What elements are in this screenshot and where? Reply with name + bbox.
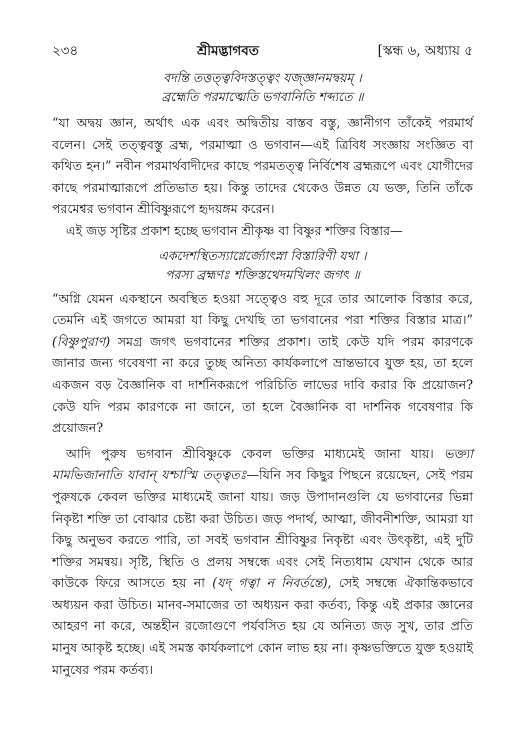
sanskrit-quote: ভক্ত্যা মামভিজানাতি যাবান্ যশ্চাস্মি তত্ত্বতঃ [52, 445, 473, 483]
sanskrit-quote: (যদ্ গত্বা ন নিবর্তন্তে) [212, 575, 328, 591]
sanskrit-verse-line: বদন্তি তত্তত্ত্ববিদস্তত্ত্বং যজ্জ্ঞানমদ্বয়ম্ । [163, 70, 362, 85]
translation-paragraph: “যা অদ্বয় জ্ঞান, অর্থাৎ এক এবং অদ্বিতীয় বাস্তব বস্তু, জ্ঞানীগণ তাঁকেই পরমার্থ বলেন। সেই তত্ত্ববস্তু ব্রহ্ম, পরমাত্মা ও ভগবান—এই ত্রিবিধ সংজ্ঞায় সংজ্ঞিত বা কথিত হন।” নবীন পরমার্থবাদীদের কাছে পরমতত্ত্ব নির্বিশেষ ব্রহ্মরূপে এবং যোগীদের কাছে পরমাত্মারূপে প্রতিভাত হয়। কিন্তু তাদের থেকেও উন্নত যে ভক্ত, তিনি তাঁকে পরমেশ্বর ভগবান শ্রীবিষ্ণুরূপে হৃদয়ঙ্গম করেন। [52, 115, 473, 217]
book-title: শ্রীমদ্ভাগবত [197, 43, 259, 59]
body-paragraph [52, 443, 473, 681]
sanskrit-verse-line: ব্রহ্মেতি পরমাত্মেতি ভগবানিতি শব্দ্যতে ॥ [161, 89, 364, 104]
paragraph-text: —যিনি সব কিছুর পিছনে রয়েছেন, সেই পরম পুরুষকে কেবল ভক্তির মাধ্যমেই জানা যায়। জড় উপাদানগুলি যে ভগবানের ভিন্না নিকৃষ্টা শক্তি তা বোঝার চেষ্টা করা উচিত। জড় পদার্থ, আত্মা, জীবনীশক্তি, আমরা যা কিছু অনুভব করতে পারি, তা সবই ভগবান শ্রীবিষ্ণুর নিকৃষ্টা এবং উৎকৃষ্টা, এই দুটি শক্তির সমন্বয়। সৃষ্টি, স্থিতি ও প্রলয় সম্বন্ধে এবং সেই নিত্যধাম যেখান থেকে আর কাউকে ফিরে আসতে হয় না [52, 467, 473, 591]
body-paragraph: এই জড় সৃষ্টির প্রকাশ হচ্ছে ভগবান শ্রীকৃষ্ণ বা বিষ্ণুর শক্তির বিস্তার— [66, 222, 403, 238]
paragraph-text: আদি পুরুষ ভগবান শ্রীবিষ্ণুকে কেবল ভক্তির মাধ্যমেই জানা যায়। [66, 445, 434, 461]
paragraph-text: সমগ্র জগৎ ভগবানের শক্তির প্রকাশ। তাই কেউ যদি পরম কারণকে জানার জন্য গবেষণা না করে তুচ্ছ অনিত্য কার্যকলাপে ভ্রান্তভাবে যুক্ত হয়, তা হলে একজন বড় বৈজ্ঞানিক বা দার্শনিকরূপে পরিচিতি লাভের দাবি করার কি প্রয়োজন? কেউ যদি পরম কারণকে না জানে, তা হলে বৈজ্ঞানিক বা দার্শনিক গবেষণার কি প্রয়োজন? [52, 333, 473, 436]
body-paragraph [52, 288, 473, 439]
page-number: ২৩৪ [52, 43, 79, 59]
page-header [52, 40, 473, 62]
sanskrit-verse-line: একদেশস্থিতস্যাগ্নের্জ্যোৎস্না বিস্তারিণী যথা । [158, 247, 367, 263]
chapter-location: [স্কন্ধ ৬, অধ্যায় ৫ [377, 43, 473, 59]
sanskrit-verse-line: পরস্য ব্রহ্মণঃ শক্তিস্তথেদমখিলং জগৎ ॥ [165, 266, 360, 282]
quote-text: “অগ্নি যেমন একস্থানে অবস্থিত হওয়া সত্ত্বেও বহু দূরে তার আলোক বিস্তার করে, তেমনি এই জগতে আমরা যা কিছু দেখছি তা ভগবানের পরা শক্তির বিস্তার মাত্র।” [52, 290, 473, 328]
source-citation: (বিষ্ণুপুরাণ) [52, 333, 111, 349]
paragraph-text: , সেই সম্বন্ধে ঐকান্তিকভাবে অধ্যয়ন করা উচিত। মানব-সমাজের তা অধ্যয়ন করা কর্তব্য, কিন্তু এই প্রকার জ্ঞানের আহরণ না করে, অন্তহীন রজোগুণে পর্যবসিত হয় যে অনিত্য জড় সুখ, তার প্রতি মানুষ আকৃষ্ট হচ্ছে। এই সমস্ত কার্যকলাপে কোন লাভ হয় না। কৃষ্ণভক্তিতে যুক্ত হওয়াই মানুষের পরম কর্তব্য। [52, 575, 473, 677]
